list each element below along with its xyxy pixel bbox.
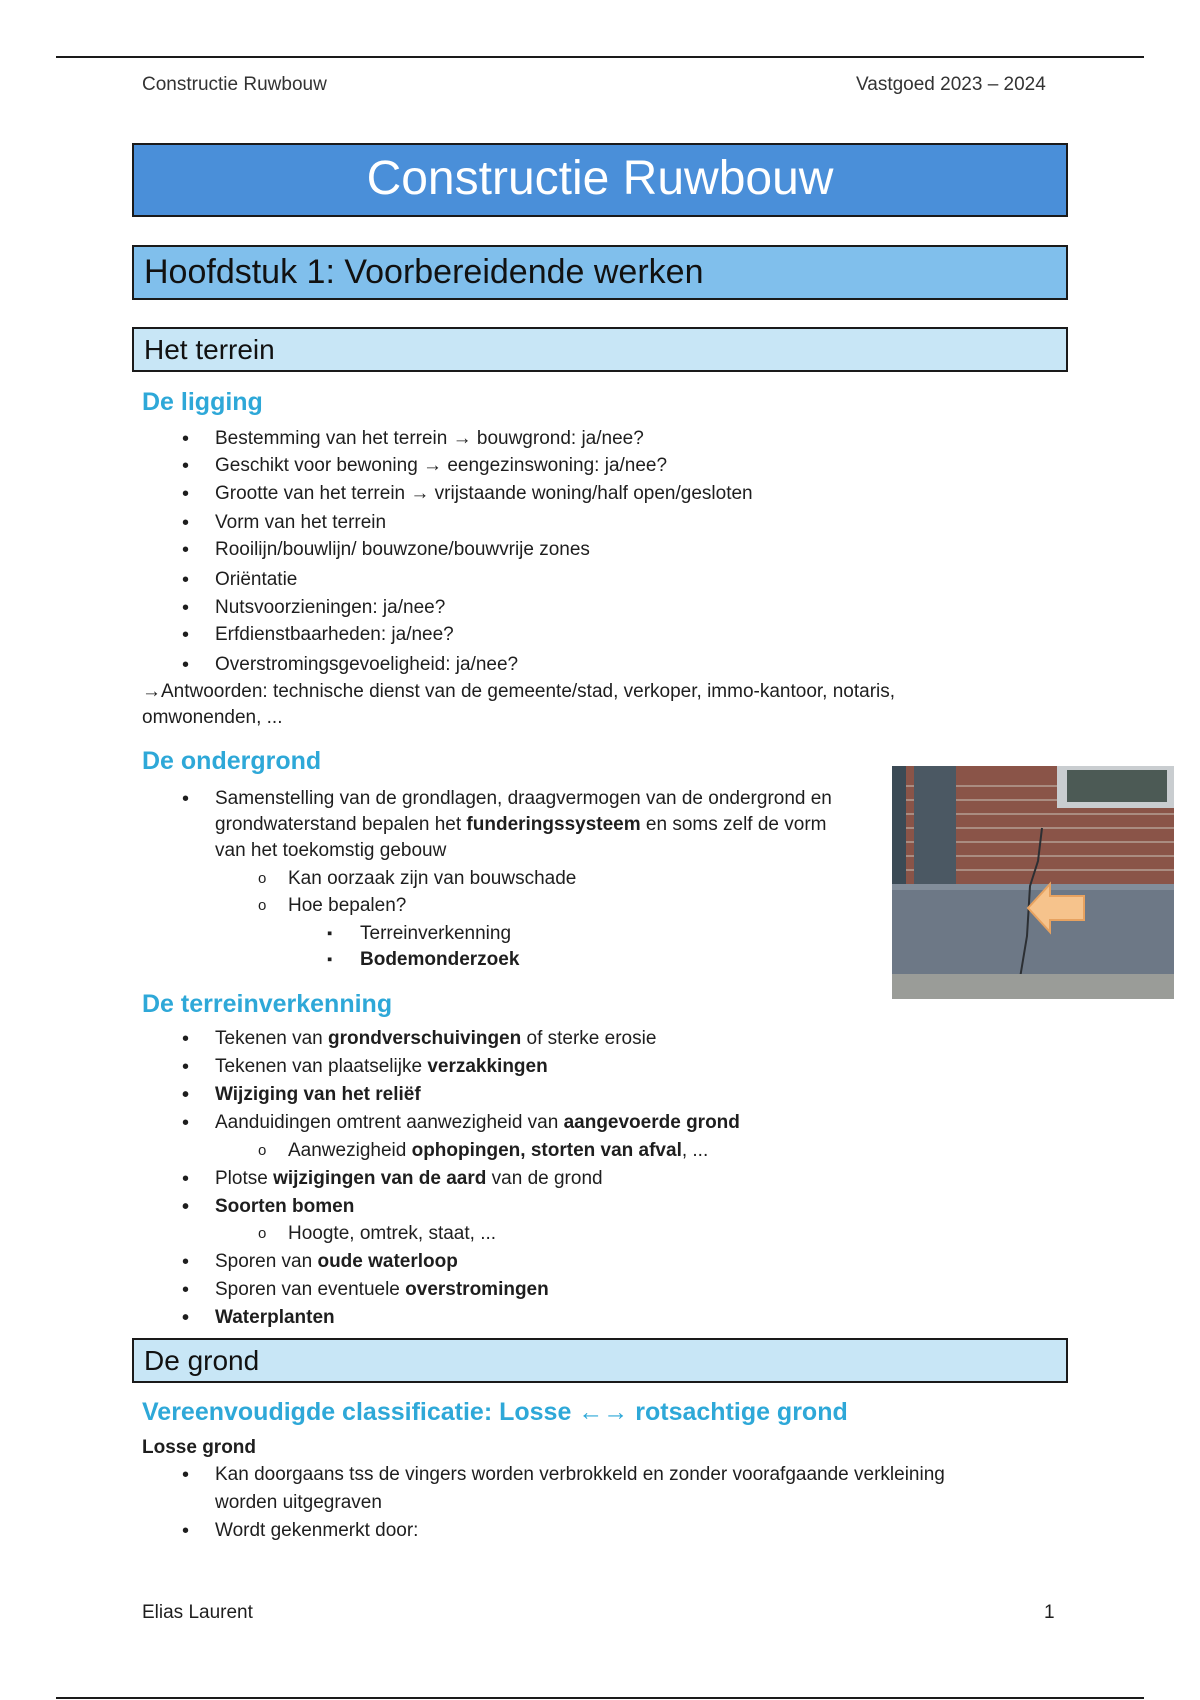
list-item: • Wordt gekenmerkt door: [215, 1518, 418, 1544]
section-heading-grond: De grond [132, 1338, 1068, 1383]
list-item-continued: van het toekomstig gebouw [215, 840, 447, 861]
list-item: • Rooilijn/bouwlijn/ bouwzone/bouwvrije zones [215, 537, 590, 563]
footer-author: Elias Laurent [142, 1602, 253, 1623]
running-header-right: Vastgoed 2023 – 2024 [856, 74, 1046, 95]
subheading-losse-grond: Losse grond [142, 1437, 257, 1458]
chapter-heading: Hoofdstuk 1: Voorbereidende werken [132, 245, 1068, 300]
list-item: • Soorten bomen [215, 1194, 354, 1220]
list-item: • Nutsvoorzieningen: ja/nee? [215, 595, 445, 621]
list-item: • Geschikt voor bewoning → eengezinswoning: ja/nee? [215, 453, 667, 479]
list-item: • Plotse wijzigingen van de aard van de grond [215, 1166, 603, 1192]
running-header-left: Constructie Ruwbouw [142, 74, 327, 95]
answer-line-continued: omwonenden, ... [142, 707, 283, 728]
sub-list-item: o Hoogte, omtrek, staat, ... [288, 1221, 496, 1247]
page-number: 1 [1044, 1602, 1055, 1623]
list-item: • Sporen van eventuele overstromingen [215, 1277, 549, 1303]
subheading-terreinverkenning: De terreinverkenning [142, 990, 393, 1018]
list-item: • Overstromingsgevoeligheid: ja/nee? [215, 652, 518, 678]
list-item: • Aanduidingen omtrent aanwezigheid van aangevoerde grond [215, 1110, 740, 1136]
header-rule [56, 56, 1144, 58]
subheading-classificatie: Vereenvoudigde classificatie: Losse ←→ rotsachtige grond [142, 1398, 848, 1426]
list-item: • Samenstelling van de grondlagen, draagvermogen van de ondergrond en [215, 786, 832, 812]
list-item: • Oriëntatie [215, 567, 297, 593]
subsub-list-item: ▪ Terreinverkenning [360, 921, 511, 947]
list-item: • Vorm van het terrein [215, 510, 386, 536]
list-item-continued: worden uitgegraven [215, 1492, 382, 1513]
subsub-list-item: ▪ Bodemonderzoek [360, 947, 519, 973]
sub-list-item: o Aanwezigheid ophopingen, storten van afval, ... [288, 1138, 708, 1164]
subheading-ligging: De ligging [142, 388, 263, 416]
document-title: Constructie Ruwbouw [132, 143, 1068, 217]
sub-list-item: o Kan oorzaak zijn van bouwschade [288, 866, 576, 892]
list-item: • Tekenen van grondverschuivingen of sterke erosie [215, 1026, 656, 1052]
list-item: • Kan doorgaans tss de vingers worden verbrokkeld en zonder voorafgaande verkleining [215, 1462, 945, 1488]
footer-rule [56, 1697, 1144, 1699]
list-item: • Waterplanten [215, 1305, 335, 1331]
subheading-ondergrond: De ondergrond [142, 747, 322, 775]
list-item: • Tekenen van plaatselijke verzakkingen [215, 1054, 548, 1080]
list-item: • Wijziging van het reliëf [215, 1082, 421, 1108]
sub-list-item: o Hoe bepalen? [288, 893, 406, 919]
section-heading-terrein: Het terrein [132, 327, 1068, 372]
list-item: • Erfdienstbaarheden: ja/nee? [215, 622, 454, 648]
list-item: • Grootte van het terrein → vrijstaande woning/half open/gesloten [215, 481, 753, 507]
answer-line: →Antwoorden: technische dienst van de gemeente/stad, verkoper, immo-kantoor, notaris, [142, 681, 896, 702]
foundation-crack-photo [892, 766, 1174, 999]
list-item: • Bestemming van het terrein → bouwgrond: ja/nee? [215, 426, 644, 452]
list-item: • Sporen van oude waterloop [215, 1249, 458, 1275]
list-item-continued: grondwaterstand bepalen het funderingssysteem en soms zelf de vorm [215, 814, 827, 835]
